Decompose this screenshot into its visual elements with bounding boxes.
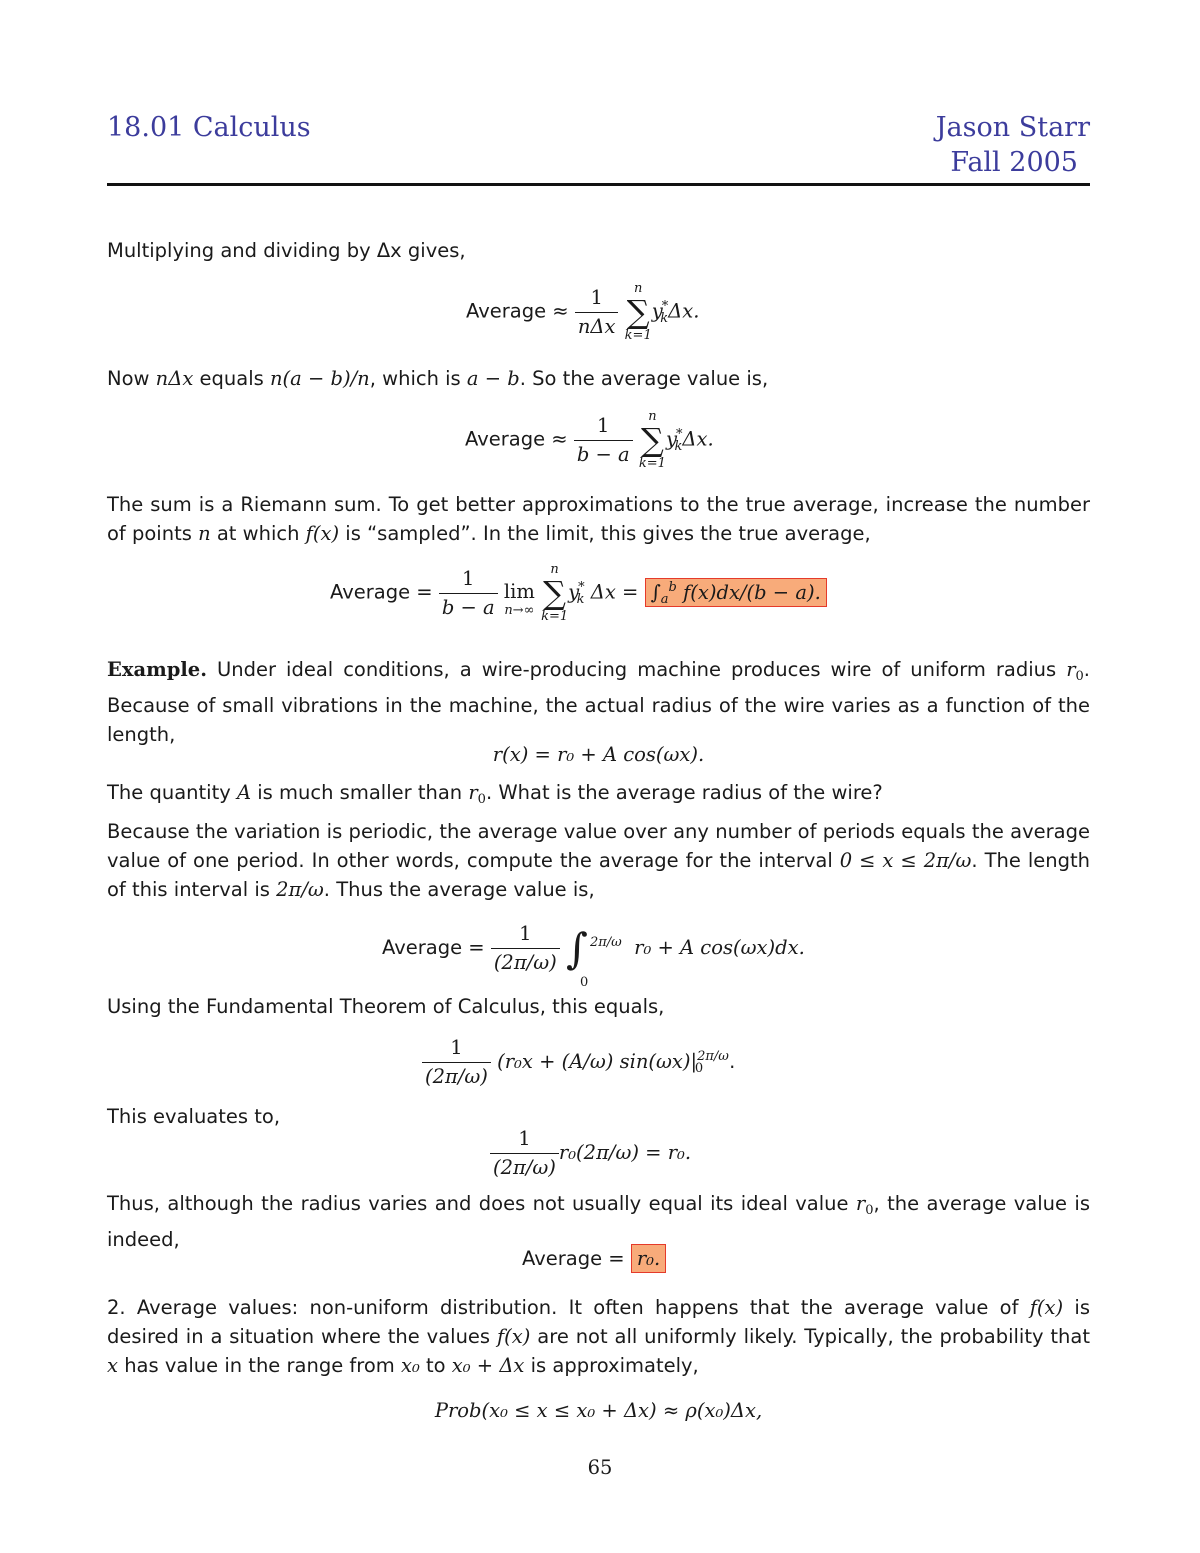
p5-text-a: The quantity [107,781,237,804]
eq1-sum-lower: k=1 [624,328,652,343]
eq6-eval-sub: 0 [694,1061,704,1076]
p2-math-b: nΔx [155,367,194,390]
equation-5 [382,920,805,990]
eq8-boxed-result: r₀. [631,1244,666,1273]
p5-math-b: A [236,781,252,804]
eq3-boxed-body: f(x)dx/(b − a). [683,580,821,604]
p9-text-a: Thus, although the radius varies and does not usually equal its ideal value [107,1192,856,1215]
eq8-lhs: Average = [522,1247,625,1270]
paragraph-7: Using the Fundamental Theorem of Calculus, this equals, [107,995,665,1018]
p9-text-c: , the average value is indeed, [107,1192,1090,1251]
eq3-lim-sub: n→∞ [504,602,535,618]
eq3-num: 1 [439,565,498,594]
eq6-eval-sup: 2π/ω [697,1049,729,1064]
eq5-int-sub: 0 [579,974,589,990]
p4-math-b-sub: 0 [1075,669,1084,684]
course-title: 18.01 Calculus [107,112,311,143]
eq3-sum [541,563,568,623]
eq2-sum [639,410,666,470]
p10-text-k: is approximately, [524,1354,699,1377]
eq1-body: y [651,299,663,323]
page-number: 65 [587,1456,613,1479]
integral-icon: ∫ [650,580,661,604]
eq1-lhs: Average ≈ [466,299,569,323]
paragraph-9 [107,1189,1090,1254]
eq3-den: b − a [441,595,495,619]
eq3-int-sup: b [668,579,677,595]
eq2-body-sup: * [675,426,683,442]
eq3-lhs: Average = [330,580,433,604]
p3-math-d: f(x) [305,522,340,545]
p3-math-b: n [198,522,211,545]
eq2-sum-lower: k=1 [638,456,666,471]
eq3-lim: lim [503,579,535,603]
p10-text-g: has value in the range from [118,1354,401,1377]
eq5-den: (2π/ω) [493,951,557,974]
equation-3 [330,563,827,623]
eq5-fraction [491,920,560,977]
paragraph-example [107,655,1090,749]
author-name: Jason Starr [935,112,1090,143]
eq6-den: (2π/ω) [425,1065,488,1088]
p10-text-a: 2. Average values: non-uniform distribution. It often happens that the average value of [107,1296,1030,1319]
sigma-icon: ∑ [640,421,664,459]
eq6-tail: . [729,1050,736,1073]
sigma-icon: ∑ [543,574,566,612]
eq7-body: r₀(2π/ω) = r₀. [558,1141,692,1164]
paragraph-8: This evaluates to, [107,1105,281,1128]
eq2-fraction [574,412,633,469]
eq3-int-sub: a [660,591,669,607]
eq7-den: (2π/ω) [493,1156,556,1179]
eq1-sum-upper: n [634,281,643,296]
paragraph-1: Multiplying and dividing by Δx gives, [107,239,466,262]
p6-text-c: . The length of this interval is [107,849,1090,901]
p5-math-d: r [468,781,478,804]
p4-math-b: r [1066,658,1076,681]
paragraph-2 [107,364,1090,393]
eq3-limit [504,570,535,617]
p6-text-a: Because the variation is periodic, the average value over any number of periods equals the average value of one period. In other words, compute the average for the interval [107,820,1090,872]
equation-2 [465,410,714,470]
p6-text-e: . Thus the average value is, [323,878,595,901]
eq1-sum [625,282,652,342]
p2-math-d: n(a − b)/n [269,367,370,390]
paragraph-3 [107,490,1090,548]
eq2-body-sub: k [674,438,683,454]
p10-math-j: x₀ + Δx [451,1354,525,1377]
equation-8 [522,1247,666,1270]
eq5-lhs: Average = [382,936,485,959]
p6-math-d: 2π/ω [276,878,324,901]
eq1-body-sup: * [661,298,669,314]
sigma-icon: ∑ [626,293,650,331]
p10-math-b: f(x) [1029,1296,1064,1319]
eq6-num: 1 [422,1034,491,1063]
p6-math-b: 0 ≤ x ≤ 2π/ω [839,849,972,872]
example-label: Example. [107,658,207,681]
eq6-fraction [422,1034,491,1091]
eq1-num: 1 [575,284,619,313]
eq1-body-sub: k [660,310,669,326]
p10-math-d: f(x) [496,1325,531,1348]
p10-math-f: x [107,1354,118,1377]
p5-math-d-sub: 0 [477,792,486,807]
p3-text-e: is “sampled”. In the limit, this gives the true average, [339,522,871,545]
eq3-body-sup: * [578,579,585,595]
p2-text-a: Now [107,367,156,390]
equation-4: r(x) = r₀ + A cos(ωx). [492,743,705,766]
p5-text-c: is much smaller than [251,781,469,804]
eq1-tail: Δx. [668,299,700,323]
eq2-body: y [665,427,677,451]
p10-text-e: are not all uniformly likely. Typically, the probability that [530,1325,1090,1348]
equation-7 [490,1125,691,1182]
p2-math-f: a − b [466,367,520,390]
eq3-sum-upper: n [550,562,559,577]
paragraph-6 [107,817,1090,904]
p9-math-b: r [855,1192,866,1215]
p10-math-h: x₀ [400,1354,420,1377]
paragraph-10 [107,1293,1090,1380]
eq3-fraction [439,565,498,622]
p2-text-g: . So the average value is, [519,367,769,390]
p2-text-c: equals [193,367,270,390]
equation-9: Prob(x₀ ≤ x ≤ x₀ + Δx) ≈ ρ(x₀)Δx, [434,1399,763,1422]
p4-text-c: . Because of small vibrations in the machine, the actual radius of the wire varies as a function of the length, [107,658,1090,746]
p3-text-c: at which [210,522,306,545]
eq2-lhs: Average ≈ [465,427,568,451]
eq5-body: r₀ + A cos(ωx)dx. [634,936,805,959]
eq2-num: 1 [574,412,633,441]
p10-text-c: is desired in a situation where the values [107,1296,1091,1348]
eq7-num: 1 [490,1125,559,1154]
p3-text-a: The sum is a Riemann sum. To get better approximations to the true average, increase the number of points [107,493,1090,545]
eq3-body-sub: k [576,591,585,607]
eq7-fraction [490,1125,559,1182]
eq3-body: y [568,580,580,604]
p9-math-b-sub: 0 [865,1203,874,1218]
eq2-den: b − a [576,442,630,466]
equation-1 [466,282,699,342]
p5-text-e: . What is the average radius of the wire? [485,781,883,804]
paragraph-5 [107,778,1090,814]
eq5-int-sup: 2π/ω [589,934,622,950]
term-label: Fall 2005 [950,147,1078,178]
p2-text-e: , which is [369,367,467,390]
eq3-boxed-result [645,578,827,607]
integral-icon: ∫ 2π/ω 0 [566,927,612,971]
eq1-fraction [575,284,619,341]
eq1-den: nΔx [577,314,616,338]
eq2-tail: Δx. [682,427,714,451]
p10-text-i: to [419,1354,452,1377]
eq5-num: 1 [491,920,560,949]
eq6-body: (r₀x + (A/ω) sin(ωx)| [497,1050,698,1073]
eq3-mid: Δx = [590,580,639,604]
eq3-sum-lower: k=1 [541,609,569,624]
p4-text-a: Under ideal conditions, a wire-producing machine produces wire of uniform radius [207,658,1067,681]
equation-6 [422,1034,735,1091]
header-rule [107,183,1090,186]
eq2-sum-upper: n [648,409,657,424]
